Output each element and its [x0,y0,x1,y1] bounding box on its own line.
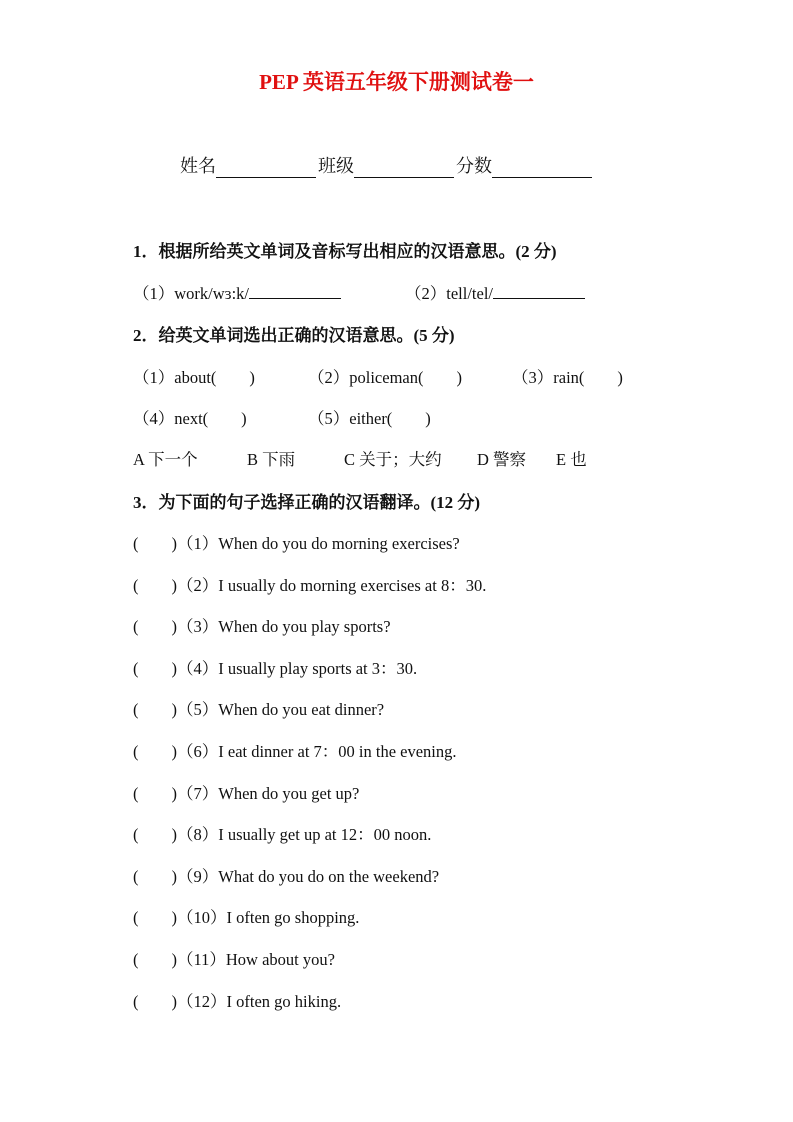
q3-row-7 [133,780,359,804]
q3-row-2 [133,572,486,596]
q3-row-8 [133,821,431,845]
answer-bracket[interactable]: ( ) [133,784,177,803]
answer-bracket[interactable]: ( ) [133,576,177,595]
q1-item-1 [133,280,341,304]
q3-sentence: （1）When do you do morning exercises? [177,534,460,553]
q3-sentence: （2）I usually do morning exercises at 8：30. [177,576,487,595]
q3-sentence: （3）When do you play sports? [177,617,391,636]
answer-bracket[interactable]: ( ) [133,742,177,761]
q3-row-1 [133,530,460,554]
q3-row-4 [133,655,417,679]
q2-item-1: （1）about( ) [133,368,255,387]
q3-row-5 [133,696,384,720]
answer-bracket[interactable]: ( ) [133,534,177,553]
q3-row-10 [133,904,359,928]
q3-sentence: （7）When do you get up? [177,784,360,803]
q1-item-1-text: （1）work/wɜ:k/ [133,284,250,303]
q3-row-3 [133,613,391,637]
page-title: PEP 英语五年级下册测试卷一 [259,70,534,94]
section-2-heading: 2．给英文单词选出正确的汉语意思。(5 分) [133,326,455,345]
score-label: 分数 [456,156,492,176]
answer-bracket[interactable]: ( ) [133,825,177,844]
q3-sentence: （4）I usually play sports at 3：30. [177,659,418,678]
q2-option-a: A 下一个 [133,450,198,469]
q2-item-5: （5）either( ) [308,409,431,428]
answer-bracket[interactable]: ( ) [133,617,177,636]
section-3-heading: 3．为下面的句子选择正确的汉语翻译。(12 分) [133,493,481,512]
q1-item-2 [405,280,585,304]
q3-sentence: （5）When do you eat dinner? [177,700,385,719]
q3-row-11 [133,946,335,970]
answer-bracket[interactable]: ( ) [133,659,177,678]
q2-item-3: （3）rain( ) [512,368,623,387]
q3-row-6 [133,738,457,762]
q3-row-9 [133,863,439,887]
q2-option-d: D 警察 [477,450,527,469]
q2-option-c: C 关于；大约 [344,450,442,469]
score-blank[interactable] [492,157,592,178]
answer-bracket[interactable]: ( ) [133,992,177,1011]
q2-item-4: （4）next( ) [133,409,247,428]
name-blank[interactable] [216,157,316,178]
answer-bracket[interactable]: ( ) [133,700,177,719]
student-info-row [180,152,594,178]
q3-sentence: （11）How about you? [177,950,335,969]
q2-option-b: B 下雨 [247,450,296,469]
answer-bracket[interactable]: ( ) [133,867,177,886]
q2-option-e: E 也 [556,450,587,469]
q3-sentence: （12）I often go hiking. [177,992,342,1011]
answer-bracket[interactable]: ( ) [133,908,177,927]
answer-bracket[interactable]: ( ) [133,950,177,969]
q1-item-1-blank[interactable] [249,297,341,299]
class-label: 班级 [318,156,354,176]
q3-sentence: （9）What do you do on the weekend? [177,867,440,886]
q1-item-2-blank[interactable] [493,297,585,299]
name-label: 姓名 [180,156,216,176]
q3-sentence: （10）I often go shopping. [177,908,360,927]
class-blank[interactable] [354,157,454,178]
q1-item-2-text: （2）tell/tel/ [405,284,493,303]
q3-row-12 [133,988,341,1012]
q3-sentence: （8）I usually get up at 12：00 noon. [177,825,432,844]
q2-item-2: （2）policeman( ) [308,368,462,387]
q3-sentence: （6）I eat dinner at 7：00 in the evening. [177,742,457,761]
section-1-heading: 1．根据所给英文单词及音标写出相应的汉语意思。(2 分) [133,242,557,261]
